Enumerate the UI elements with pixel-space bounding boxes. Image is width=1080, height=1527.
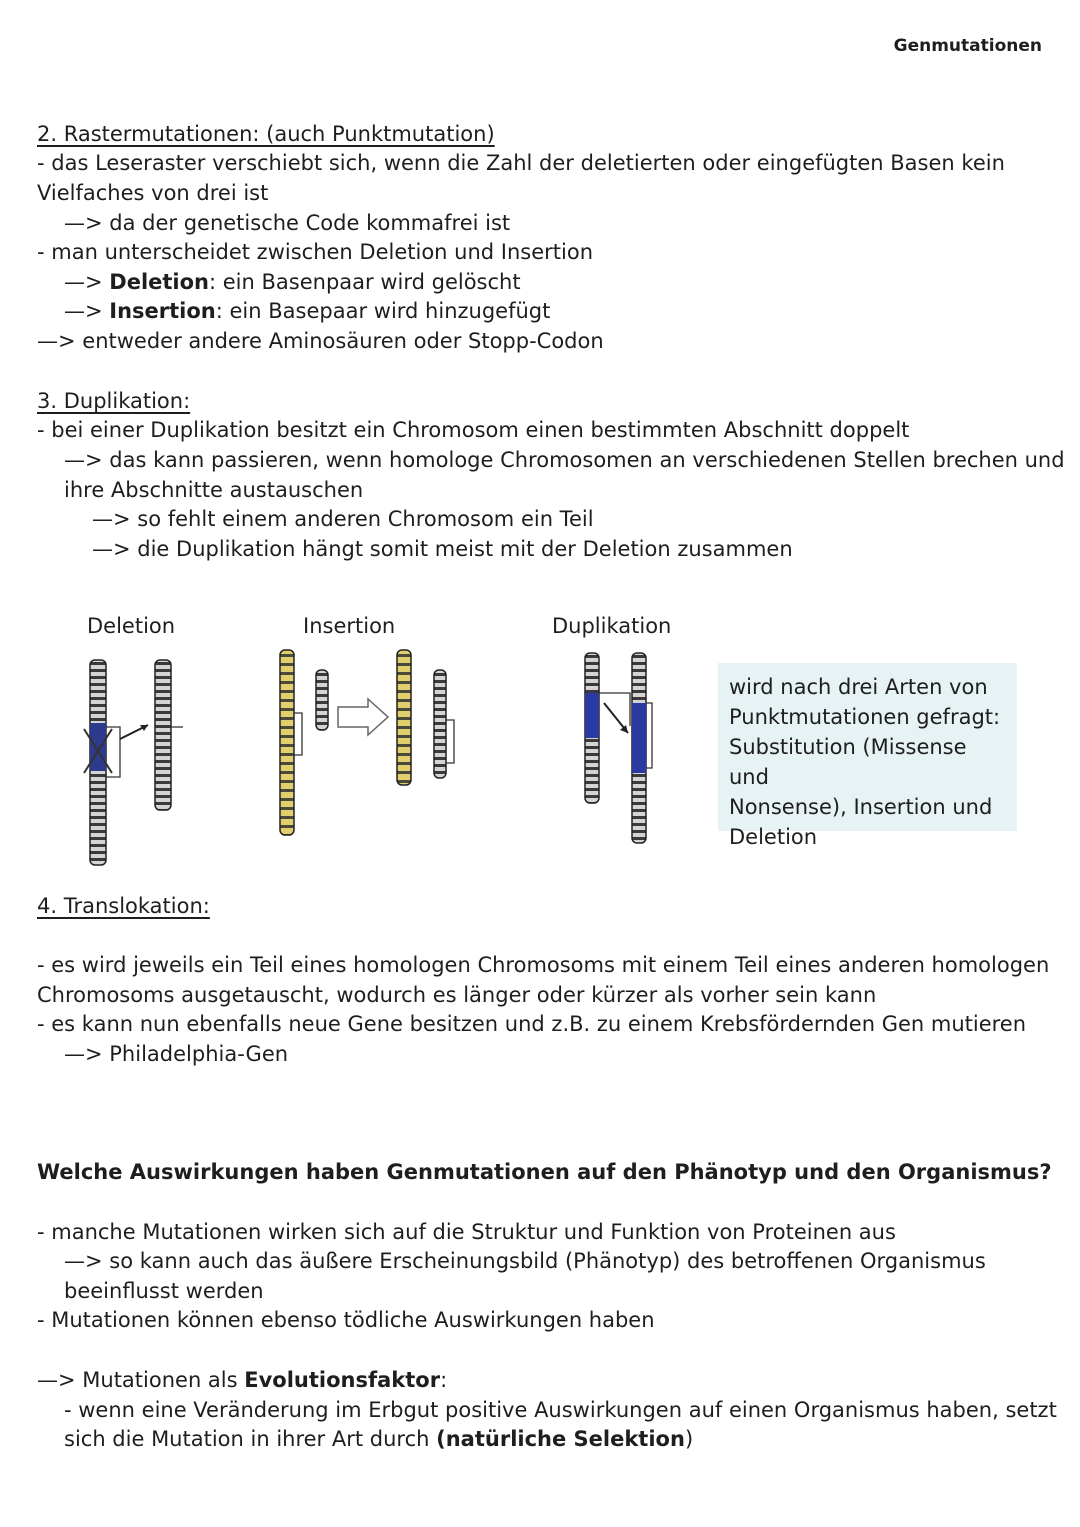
text-line: - bei einer Duplikation besitzt ein Chromosom einen bestimmten Abschnitt doppelt <box>37 418 910 442</box>
text-line <box>37 1365 447 1395</box>
note-line: Deletion <box>729 825 818 849</box>
text-line <box>64 267 521 297</box>
text-line: - manche Mutationen wirken sich auf die Struktur und Funktion von Proteinen aus <box>37 1220 896 1244</box>
deletion-chromosome-diagram <box>80 655 190 870</box>
section-heading: 3. Duplikation: <box>37 389 191 413</box>
note-line: Nonsense), Insertion und <box>729 795 993 819</box>
text-line: —> entweder andere Aminosäuren oder Stopp-Codon <box>37 329 604 353</box>
term-evolutionsfaktor: Evolutionsfaktor <box>244 1368 441 1392</box>
term-insertion: Insertion <box>109 299 216 323</box>
text-line: - das Leseraster verschiebt sich, wenn die Zahl der deletierten oder eingefügten Basen kein <box>37 151 1005 175</box>
page-header-title: Genmutationen <box>893 36 1042 56</box>
text-line: —> so kann auch das äußere Erscheinungsbild (Phänotyp) des betroffenen Organismus <box>64 1249 986 1273</box>
text-line: Vielfaches von drei ist <box>37 181 269 205</box>
arrow-prefix: —> <box>64 299 110 323</box>
note-box <box>718 663 1017 849</box>
figure-label-duplication: Duplikation <box>552 614 672 638</box>
note-line: Punktmutationen gefragt: <box>729 705 1001 729</box>
insertion-chromosome-diagram <box>272 645 462 840</box>
text-line: - Mutationen können ebenso tödliche Auswirkungen haben <box>37 1308 655 1332</box>
text-line: - man unterscheidet zwischen Deletion und Insertion <box>37 240 594 264</box>
text-line: - es wird jeweils ein Teil eines homologen Chromosoms mit einem Teil eines anderen homologen <box>37 953 1050 977</box>
text-line: - wenn eine Veränderung im Erbgut positive Auswirkungen auf einen Organismus haben, setzt <box>64 1398 1057 1422</box>
arrow-prefix: —> Mutationen als <box>37 1368 245 1392</box>
section-heading: 2. Rastermutationen: (auch Punktmutation) <box>37 122 495 146</box>
text-line: ihre Abschnitte austauschen <box>64 478 364 502</box>
note-line: wird nach drei Arten von <box>729 675 988 699</box>
section-question: Welche Auswirkungen haben Genmutationen auf den Phänotyp und den Organismus? <box>37 1160 1052 1184</box>
text-line: —> so fehlt einem anderen Chromosom ein Teil <box>92 507 594 531</box>
text-line <box>64 1424 693 1454</box>
term-natuerliche-selektion: (natürliche Selektion <box>436 1427 685 1451</box>
definition: : ein Basepaar wird hinzugefügt <box>215 299 551 323</box>
punctuation: ) <box>684 1427 694 1451</box>
term-deletion: Deletion <box>109 270 210 294</box>
text-line: - es kann nun ebenfalls neue Gene besitzen und z.B. zu einem Krebsfördernden Gen mutieren <box>37 1012 1027 1036</box>
text-line: —> da der genetische Code kommafrei ist <box>64 211 511 235</box>
text-prefix: sich die Mutation in ihrer Art durch <box>64 1427 437 1451</box>
text-line: Chromosoms ausgetauscht, wodurch es länger oder kürzer als vorher sein kann <box>37 983 877 1007</box>
text-line <box>64 296 550 326</box>
section-heading: 4. Translokation: <box>37 894 210 918</box>
note-line: Substitution (Missense und <box>729 735 967 789</box>
duplication-chromosome-diagram <box>578 648 658 848</box>
definition: : ein Basenpaar wird gelöscht <box>209 270 521 294</box>
arrow-prefix: —> <box>64 270 110 294</box>
figure-label-deletion: Deletion <box>87 614 176 638</box>
text-line: beeinflusst werden <box>64 1279 264 1303</box>
text-line: —> die Duplikation hängt somit meist mit der Deletion zusammen <box>92 537 793 561</box>
punctuation: : <box>440 1368 448 1392</box>
text-line: —> das kann passieren, wenn homologe Chromosomen an verschiedenen Stellen brechen und <box>64 448 1065 472</box>
figure-label-insertion: Insertion <box>303 614 396 638</box>
text-line: —> Philadelphia-Gen <box>64 1042 289 1066</box>
